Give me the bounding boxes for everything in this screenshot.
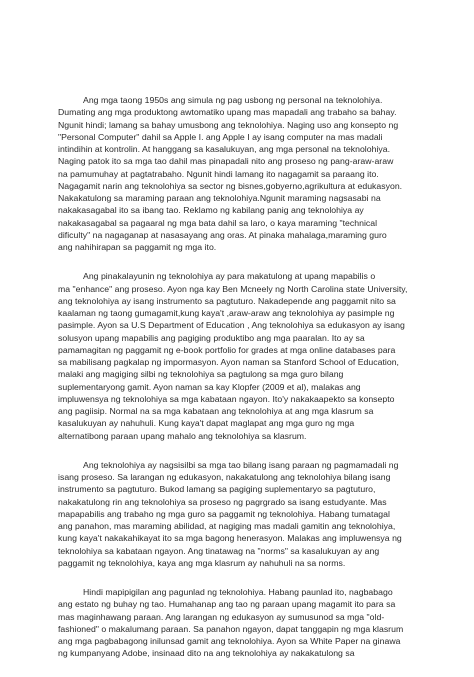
text-line: na pamumuhay at pagtatrabaho. Ngunit hindi lamang ito nagagamit sa paraang ito.	[58, 168, 379, 179]
text-line: ang teknolohiya ay isang instrumento sa pagtuturo. Nakadepende ang paggamit nito sa	[58, 295, 396, 306]
text-line: teknolohiya sa kabataan ngayon. Ang tinatawag na "norms" sa kasalukuyan ay ang	[58, 545, 380, 556]
text-line: Nagagamit narin ang teknolohiya sa sector ng bisnes,gobyerno,agrikultura at edukasyon.	[58, 180, 403, 191]
text-line: ang mga pagbabagong inilunsad gamit ang teknolohiya. Ayon sa White Paper na ginawa	[58, 636, 401, 646]
text-line: Dumating ang mga produktong awtomatiko upang mas mapadali ang trabaho sa bahay.	[58, 107, 397, 118]
text-line: pamamagitan ng paggamit ng e-book portfolio for grades at mga online databases para	[58, 344, 396, 355]
text-line: Hindi mapipigilan ang pagunlad ng teknolohiya. Habang paunlad ito, nagbabago	[83, 587, 393, 597]
text-line: pasimple. Ayon sa U.S Department of Education , Ang teknolohiya sa edukasyon ay isang	[58, 320, 405, 331]
text-line: kung kaya't nakakahikayat ito sa mga bagong henerasyon. Malakas ang impluwensya ng	[58, 533, 402, 544]
text-line: ng kumpanyang Adobe, insinaad dito na ang teknolohiya ay nakakatulong sa	[58, 648, 355, 659]
text-line: ang estato ng buhay ng tao. Humahanap ang tao ng paraan upang magamit ito para sa	[58, 599, 396, 610]
document-body	[58, 94, 420, 677]
text-line: Nakakatulong sa maraming paraan ang teknolohiya.Ngunit maraming nagsasabi na	[58, 193, 381, 203]
text-line: dificulty" na nagaganap at nasasayang ang oras. At pinaka mahalaga,maraming guro	[58, 229, 387, 240]
text-line: "Personal Computer" dahil sa Apple I. ang Apple I ay isang computer na mas madali	[58, 131, 383, 142]
text-line: Ang mga taong 1950s ang simula ng pag usbong ng personal na teknolohiya.	[83, 95, 383, 105]
text-line: solusyon upang mapabilis ang pagiging produktibo ang mga paaralan. Ito ay sa	[58, 332, 365, 343]
text-line: sa mabilisang pagkalap ng impormasyon. Ayon naman sa Stanford School of Education,	[58, 357, 399, 367]
text-line: kaalaman ng taong gumagamit,kung kaya't ,araw-araw ang teknolohiya ay pasimple ng	[58, 308, 395, 318]
paragraph-1	[58, 94, 420, 253]
text-line: mas maginhawang paraan. Ang larangan ng edukasyon ay sumusunod sa mga "old-	[58, 611, 385, 622]
text-line: impluwensya ng teknolohiya sa mga kabataan ngayon. Ito'y nakakaapekto sa konsepto	[58, 393, 395, 404]
text-line: isang proseso. Sa larangan ng edukasyon, nakakatulong ang teknolohiya bilang isang	[58, 472, 391, 482]
text-line: alternatibong paraan upang mahalo ang teknolohiya sa klasrum.	[58, 430, 307, 441]
text-line: paggamit ng teknolohiya, kaya ang mga klasrum ay nahuhuli na sa norms.	[58, 557, 346, 568]
text-line: ang nahihirapan sa paggamit ng mga ito.	[58, 242, 217, 252]
paragraph-4	[58, 586, 420, 660]
text-line: nakakasagabal sa pagaaral ng mga bata dahil sa laro, o kaya maraming "technical	[58, 217, 378, 228]
text-line: kasalukuyan ay nahuhuli. Kung kaya't dapat maglapat ang mga guro ng mga	[58, 418, 355, 429]
text-line: ma "enhance" ang proseso. Ayon nga kay Ben Mcneely ng North Carolina state University,	[58, 283, 408, 294]
text-line: ang panahon, mas maraming abilidad, at nagiging mas madali gamitin ang teknolohiya,	[58, 521, 396, 531]
text-line: nakakasagabal ito sa ibang tao. Reklamo ng kabilang panig ang teknolohiya ay	[58, 205, 364, 216]
paragraph-3	[58, 459, 420, 569]
text-line: nakakatulong rin ang teknolohiya sa proseso ng pagrgrado sa isang estudyante. Mas	[58, 496, 387, 507]
text-line: intindihin at kontrolin. At hanggang sa kasalukuyan, ang mga personal na teknolohiya.	[58, 144, 391, 154]
text-line: ang pagiisip. Normal na sa mga kabataan ang teknolohiya at ang mga klasrum sa	[58, 406, 374, 416]
text-line: Ngunit hindi; lamang sa bahay umusbong ang teknolohiya. Naging uso ang konsepto ng	[58, 119, 399, 130]
text-line: Ang teknolohiya ay nagsisilbi sa mga tao bilang isang paraan ng pagmamadali ng	[83, 459, 399, 470]
text-line: suplementaryong gamit. Ayon naman sa kay Klopfer (2009 et al), malakas ang	[58, 381, 361, 392]
text-line: malaki ang magiging silbi ng teknolohiya sa pagtulong sa mga guro bilang	[58, 369, 344, 380]
text-line: Ang pinakalayunin ng teknolohiya ay para makatulong at upang mapabilis o	[83, 271, 376, 282]
text-line: mapapabilis ang trabaho ng mga guro sa paggamit ng teknolohiya. Habang tumatagal	[58, 508, 390, 519]
text-line: instrumento sa pagtuturo. Bukod lamang sa pagiging suplementaryo sa pagtuturo,	[58, 484, 376, 495]
text-line: Naging patok ito sa mga tao dahil mas pinapadali nito ang proseso ng pang-araw-araw	[58, 156, 394, 167]
text-line: fashioned" o makalumang paraan. Sa panahon ngayon, dapat tanggapin ng mga klasrum	[58, 623, 404, 634]
paragraph-2	[58, 270, 420, 442]
